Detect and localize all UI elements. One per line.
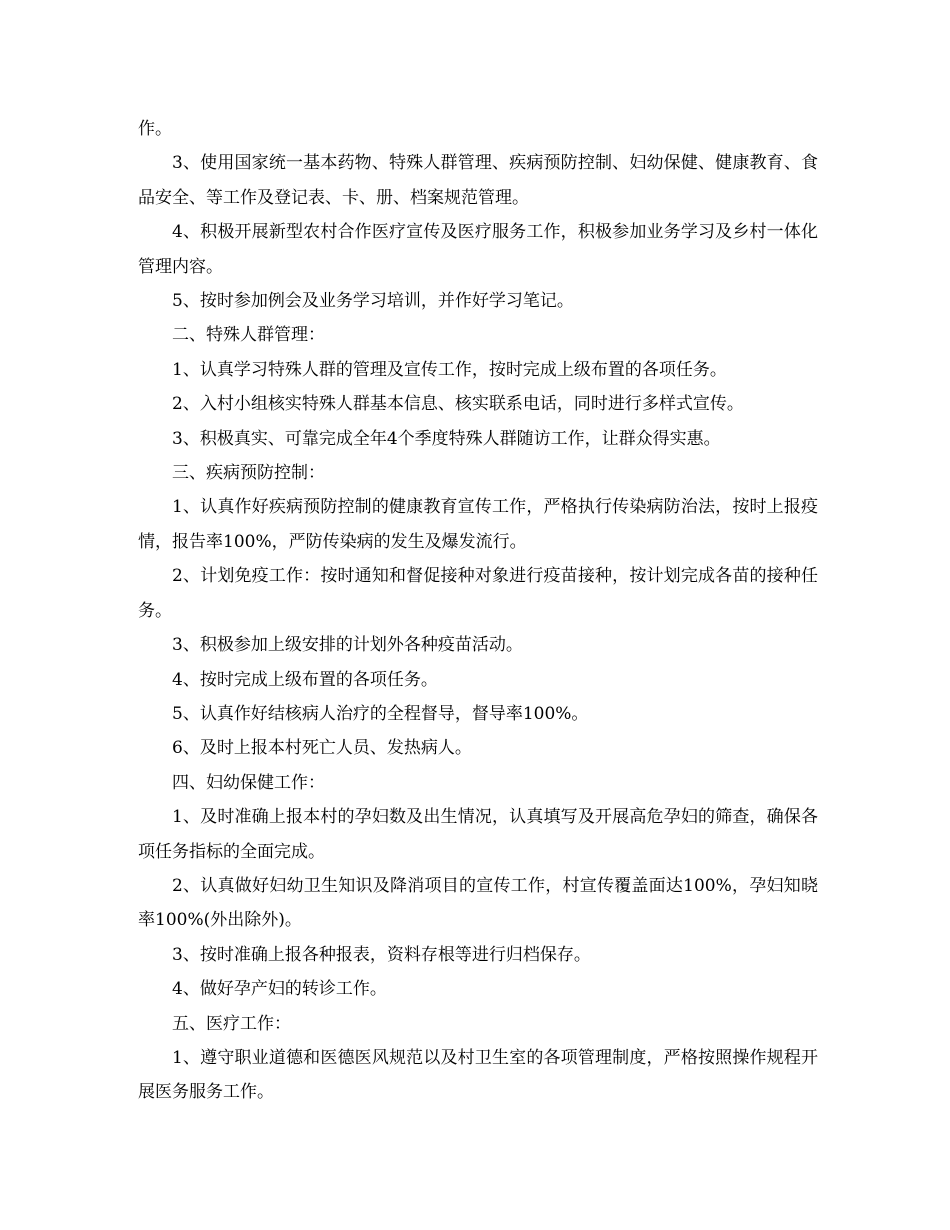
paragraph-maternal-child-1: 1、及时准确上报本村的孕妇数及出生情况，认真填写及开展高危孕妇的筛查，确保各项任务指标的全面完成。 [138, 807, 818, 862]
paragraph-disease-control-5: 5、认真作好结核病人治疗的全程督导，督导率100%。 [172, 703, 589, 724]
paragraph-maternal-child-3: 3、按时准确上报各种报表，资料存根等进行归档保存。 [172, 944, 591, 965]
paragraph-item-4-cooperative-medical: 4、积极开展新型农村合作医疗宣传及医疗服务工作，积极参加业务学习及乡村一体化管理内容。 [138, 222, 818, 277]
paragraph-disease-control-4: 4、按时完成上级布置的各项任务。 [172, 669, 438, 690]
paragraph-continuation: 作。 [138, 119, 172, 139]
paragraph-item-3-drug-management: 3、使用国家统一基本药物、特殊人群管理、疾病预防控制、妇幼保健、健康教育、食品安全、等工作及登记表、卡、册、档案规范管理。 [138, 153, 818, 208]
paragraph-disease-control-6: 6、及时上报本村死亡人员、发热病人。 [172, 738, 472, 759]
paragraph-item-5-meetings: 5、按时参加例会及业务学习培训，并作好学习笔记。 [172, 291, 574, 312]
paragraph-special-groups-1: 1、认真学习特殊人群的管理及宣传工作，按时完成上级布置的各项任务。 [172, 359, 727, 380]
paragraph-special-groups-3: 3、积极真实、可靠完成全年4个季度特殊人群随访工作，让群众得实惠。 [172, 428, 721, 449]
paragraph-maternal-child-2: 2、认真做好妇幼卫生知识及降消项目的宣传工作，村宣传覆盖面达100%，孕妇知晓率100%(外出除外)。 [138, 875, 818, 931]
section-heading-medical-work: 五、医疗工作： [172, 1013, 291, 1034]
paragraph-special-groups-2: 2、入村小组核实特殊人群基本信息、核实联系电话，同时进行多样式宣传。 [172, 394, 744, 415]
section-heading-maternal-child: 四、妇幼保健工作： [172, 772, 325, 793]
paragraph-medical-work-1: 1、遵守职业道德和医德医风规范以及村卫生室的各项管理制度，严格按照操作规程开展医务服务工作。 [138, 1047, 818, 1103]
paragraph-disease-control-3: 3、积极参加上级安排的计划外各种疫苗活动。 [172, 635, 523, 656]
paragraph-maternal-child-4: 4、做好孕产妇的转诊工作。 [172, 979, 387, 1000]
section-heading-disease-control: 三、疾病预防控制： [172, 463, 325, 484]
paragraph-disease-control-2: 2、计划免疫工作：按时通知和督促接种对象进行疫苗接种，按计划完成各苗的接种任务。 [138, 566, 818, 621]
section-heading-special-groups: 二、特殊人群管理： [172, 325, 325, 346]
document-page [138, 112, 818, 1110]
paragraph-disease-control-1: 1、认真作好疾病预防控制的健康教育宣传工作，严格执行传染病防治法，按时上报疫情，报告率100%，严防传染病的发生及爆发流行。 [138, 497, 818, 552]
